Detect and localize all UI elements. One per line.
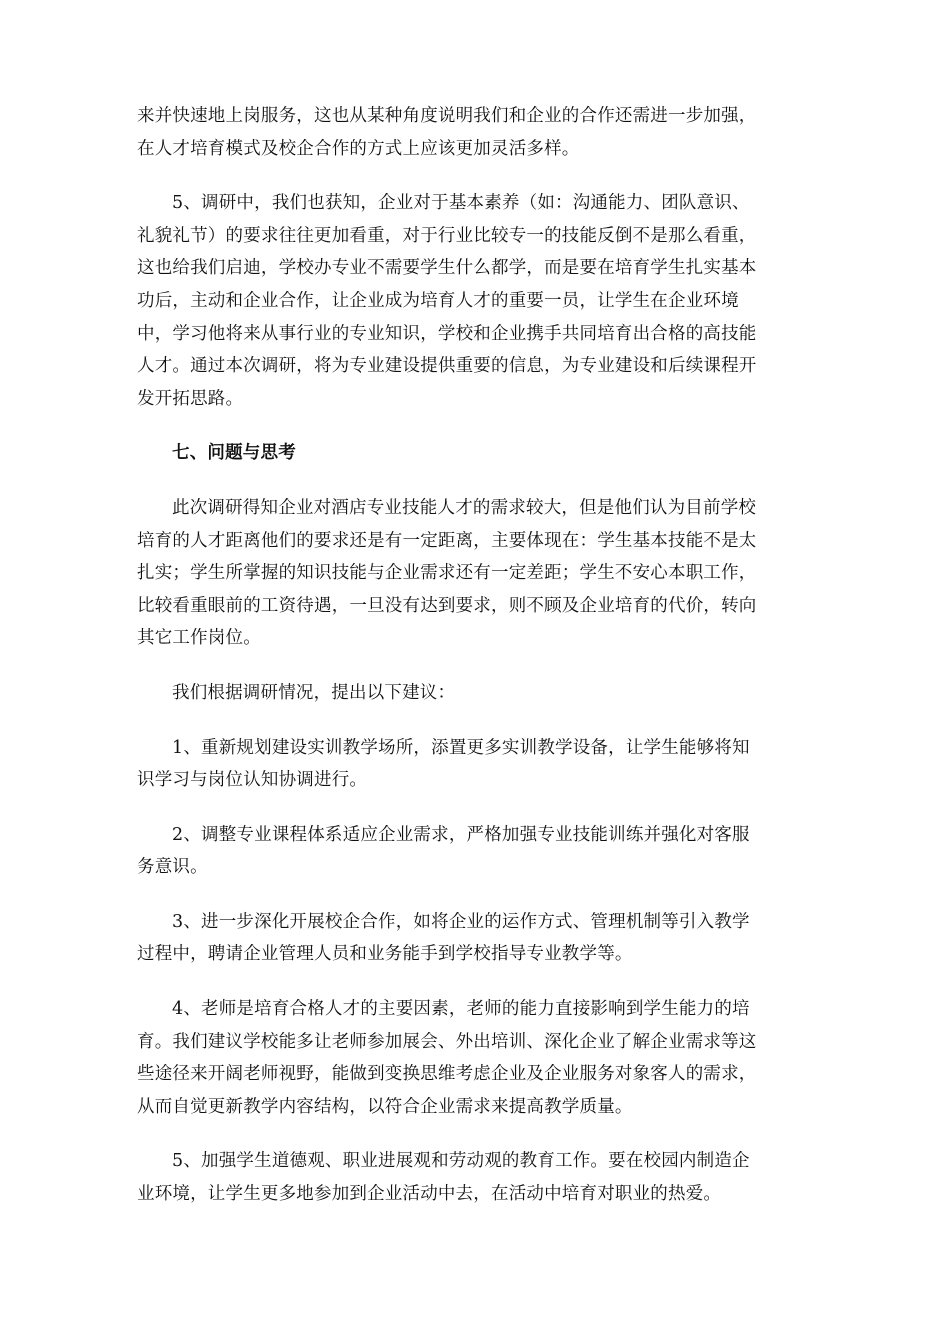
suggestion-item-3: 3、进一步深化开展校企合作，如将企业的运作方式、管理机制等引入教学 过程中，聘请企业管理人员和业务能手到学校指导专业教学等。 [137, 911, 750, 965]
suggestion-item-5: 5、加强学生道德观、职业进展观和劳动观的教育工作。要在校园内制造企 业环境，让学生更多地参加到企业活动中去，在活动中培育对职业的热爱。 [137, 1151, 750, 1205]
section-heading: 七、问题与思考 [172, 443, 296, 464]
suggestion-item-2: 2、调整专业课程体系适应企业需求，严格加强专业技能训练并强化对客服 务意识。 [137, 824, 750, 878]
document-page [137, 100, 813, 1233]
paragraph-point-5-research: 5、调研中，我们也获知，企业对于基本素养（如：沟通能力、团队意识、 礼貌礼节）的要求往往更加看重，对于行业比较专一的技能反倒不是那么看重， 这也给我们启迪，学校办专业不需要学生什么都学，而是要在培育学生扎实基本 功后，主动和企业合作，让企业成为培育人才的重要一员，让学生在企业环境 中，学习他将来从事行业的专业知识，学校和企业携手共同培育出合格的高技能 人才。通过本次调研，将为专业建设提供重要的信息，为专业建设和后续课程开 发开拓思路。 [137, 193, 757, 409]
suggestion-item-1: 1、重新规划建设实训教学场所，添置更多实训教学设备，让学生能够将知 识学习与岗位认知协调进行。 [137, 737, 750, 791]
suggestion-item-4: 4、老师是培育合格人才的主要因素，老师的能力直接影响到学生能力的培 育。我们建议学校能多让老师参加展会、外出培训、深化企业了解企业需求等这 些途径来开阔老师视野，能做到变换思维考虑企业及企业服务对象客人的需求， 从而自觉更新教学内容结构，以符合企业需求来提高教学质量。 [137, 999, 757, 1117]
paragraph-suggestions-intro: 我们根据调研情况，提出以下建议： [172, 682, 456, 703]
paragraph-continuation: 来并快速地上岗服务，这也从某种角度说明我们和企业的合作还需进一步加强， 在人才培育模式及校企合作的方式上应该更加灵活多样。 [137, 106, 757, 159]
paragraph-findings: 此次调研得知企业对酒店专业技能人才的需求较大，但是他们认为目前学校 培育的人才距离他们的要求还是有一定距离，主要体现在：学生基本技能不是太 扎实；学生所掌握的知识技能与企业需求还有一定差距；学生不安心本职工作， 比较看重眼前的工资待遇，一旦没有达到要求，则不顾及企业培育的代价，转向 其它工作岗位。 [137, 497, 757, 649]
